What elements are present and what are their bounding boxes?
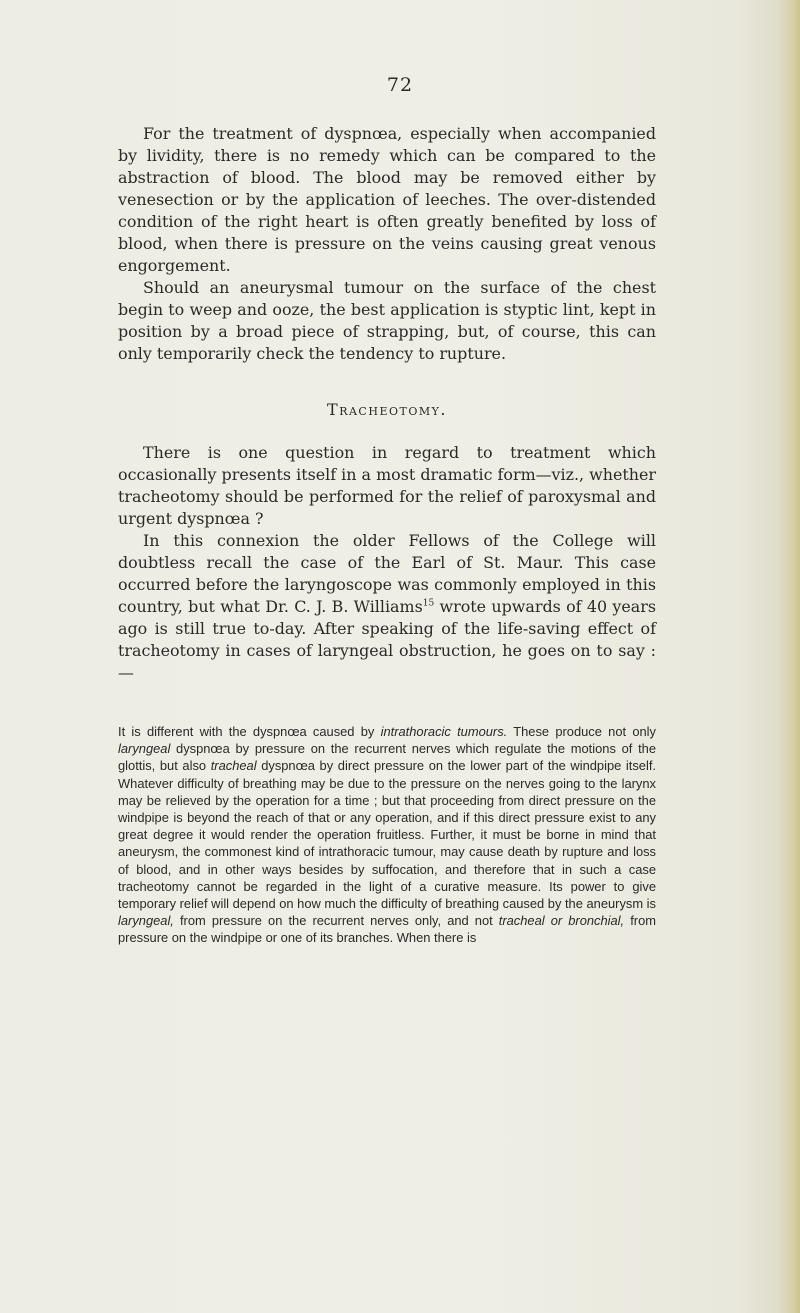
block-quotation (118, 723, 656, 947)
quote-emphasis: laryngeal (118, 741, 171, 757)
quote-emphasis: tracheal (210, 758, 257, 774)
quote-emphasis: laryngeal, (118, 913, 174, 929)
quote-text: dyspnœa by direct pressure on the lower part of the windpipe itself. Whatever difficulty of breathing may be due to the pressure on the nerves going to the larynx may be relieved by the operation for a time ; but that proceeding from direct pressure on the windpipe is beyond the reach of that or any operation, and if this direct pressure exist to any great degree it would render the operation fruitless. Further, it must be borne in mind that aneurysm, the commonest kind of intrathoracic tumour, may cause death by rupture and loss of blood, and in other ways besides by suffocation, and therefore that in such a case tracheotomy cannot be regarded in the light of a curative measure. Its power to give temporary relief will depend on how much the difficulty of breathing caused by the aneurysm is (118, 758, 656, 912)
quote-text: from pressure on the windpipe or one of its branches. When there is (118, 913, 656, 946)
quote-text: These produce not only (507, 724, 656, 739)
paragraph-earl-of-st-maur (118, 530, 656, 684)
paragraph-tracheotomy-question: There is one question in regard to treatment which occasionally presents itself in a most dramatic form—viz., whether tracheotomy should be performed for the relief of paroxysmal and urgent dyspnœa ? (118, 443, 656, 528)
section-heading-tracheotomy: Tracheotomy. (327, 400, 447, 419)
paragraph-text: wrote upwards of 40 years ago is still true to-day. After speaking of the life-saving effect of tracheotomy in cases of laryngeal obstruction, he goes on to say :— (118, 597, 656, 682)
footnote-reference: 15 (422, 598, 435, 609)
paragraph-aneurysmal-tumour: Should an aneurysmal tumour on the surface of the chest begin to weep and ooze, the best application is styptic lint, kept in position by a broad piece of strapping, but, of course, this can only temporarily check the tendency to rupture. (118, 278, 656, 363)
paragraph-text: In this connexion the older Fellows of the College will doubtless recall the case of the Earl of St. Maur. This case occurred before the laryngoscope was commonly employed in this country, but what Dr. C. J. B. Williams (118, 531, 656, 616)
quote-emphasis: tracheal or bronchial, (498, 913, 625, 929)
page-edge-shadow (778, 0, 800, 1313)
paragraph-venesection: For the treatment of dyspnœa, especially when accompanied by lividity, there is no remedy which can be compared to the abstraction of blood. The blood may be removed either by venesection or by the application of leeches. The over-distended condition of the right heart is often greatly benefited by loss of blood, when there is pressure on the veins causing great venous engorgement. (118, 124, 656, 275)
quote-emphasis: intrathoracic tumours. (380, 724, 508, 739)
quote-text: It is different with the dyspnœa caused by (118, 724, 381, 739)
page-number: 72 (386, 74, 414, 96)
quote-text: dyspnœa by pressure on the recurrent nerves which regulate the motions of the glottis, but also (118, 741, 656, 774)
quote-text: from pressure on the recurrent nerves only, and not (173, 913, 499, 929)
main-text (118, 123, 656, 684)
